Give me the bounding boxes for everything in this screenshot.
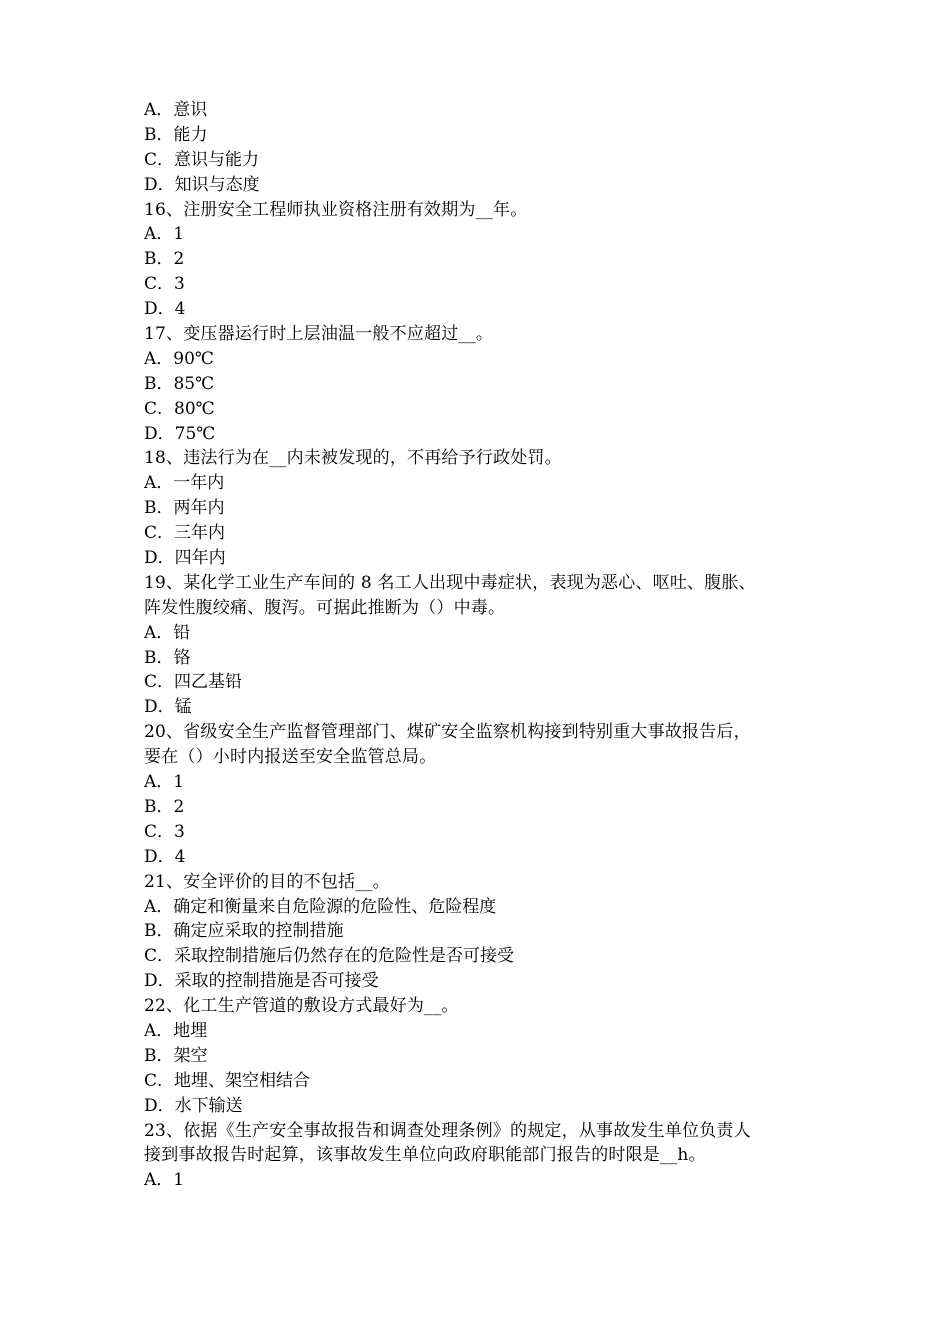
question-line: 接到事故报告时起算，该事故发生单位向政府职能部门报告的时限是__h。 bbox=[144, 1145, 706, 1166]
text-line: A．1 bbox=[144, 1170, 185, 1191]
question-line: 21、安全评价的目的不包括__。 bbox=[144, 871, 390, 892]
question-line: 要在（）小时内报送至安全监管总局。 bbox=[144, 747, 437, 768]
text-line: B．架空 bbox=[144, 1045, 208, 1066]
text-line: A．90℃ bbox=[144, 348, 214, 369]
text-line: C．3 bbox=[144, 821, 185, 842]
question-line: 阵发性腹绞痛、腹泻。可据此推断为（）中毒。 bbox=[144, 597, 506, 618]
text-line: A．1 bbox=[144, 224, 185, 245]
text-line: B．2 bbox=[144, 249, 185, 270]
text-line: C．意识与能力 bbox=[144, 149, 260, 170]
text-line: A．1 bbox=[144, 772, 185, 793]
text-line: D．四年内 bbox=[144, 548, 226, 569]
text-line: A．铅 bbox=[144, 622, 191, 643]
text-line: D．采取的控制措施是否可接受 bbox=[144, 971, 379, 992]
text-line: B．2 bbox=[144, 796, 185, 817]
question-line: 20、省级安全生产监督管理部门、煤矿安全监察机构接到特别重大事故报告后， bbox=[144, 722, 751, 743]
text-line: B．85℃ bbox=[144, 373, 215, 394]
text-line: B．确定应采取的控制措施 bbox=[144, 921, 344, 942]
text-line: D．75℃ bbox=[144, 423, 216, 444]
text-line: D．4 bbox=[144, 846, 186, 867]
text-line: B．两年内 bbox=[144, 498, 225, 519]
text-line: C．采取控制措施后仍然存在的危险性是否可接受 bbox=[144, 946, 515, 967]
text-line: D．4 bbox=[144, 299, 186, 320]
text-line: A．一年内 bbox=[144, 473, 225, 494]
text-line: C．三年内 bbox=[144, 523, 226, 544]
text-line: D．水下输送 bbox=[144, 1095, 243, 1116]
text-line: B．能力 bbox=[144, 124, 208, 145]
text-line: C．地埋、架空相结合 bbox=[144, 1070, 311, 1091]
text-line: C．四乙基铅 bbox=[144, 672, 243, 693]
text-line: D．锰 bbox=[144, 697, 192, 718]
question-line: 22、化工生产管道的敷设方式最好为__。 bbox=[144, 996, 459, 1017]
text-line: C．3 bbox=[144, 274, 185, 295]
text-line: A．地埋 bbox=[144, 1020, 208, 1041]
text-line: B．铬 bbox=[144, 647, 191, 668]
text-line: C．80℃ bbox=[144, 398, 215, 419]
question-line: 19、某化学工业生产车间的 8 名工人出现中毒症状，表现为恶心、呕吐、腹胀、 bbox=[144, 572, 756, 593]
text-line: D．知识与态度 bbox=[144, 174, 260, 195]
question-line: 18、违法行为在__内未被发现的，不再给予行政处罚。 bbox=[144, 448, 562, 469]
question-line: 23、依据《生产安全事故报告和调查处理条例》的规定，从事故发生单位负责人 bbox=[144, 1120, 751, 1141]
question-line: 17、变压器运行时上层油温一般不应超过__。 bbox=[144, 324, 494, 345]
question-line: 16、注册安全工程师执业资格注册有效期为__年。 bbox=[144, 199, 528, 220]
text-line: A．意识 bbox=[144, 100, 208, 120]
document-page bbox=[144, 98, 834, 1193]
text-line: A．确定和衡量来自危险源的危险性、危险程度 bbox=[144, 896, 497, 917]
